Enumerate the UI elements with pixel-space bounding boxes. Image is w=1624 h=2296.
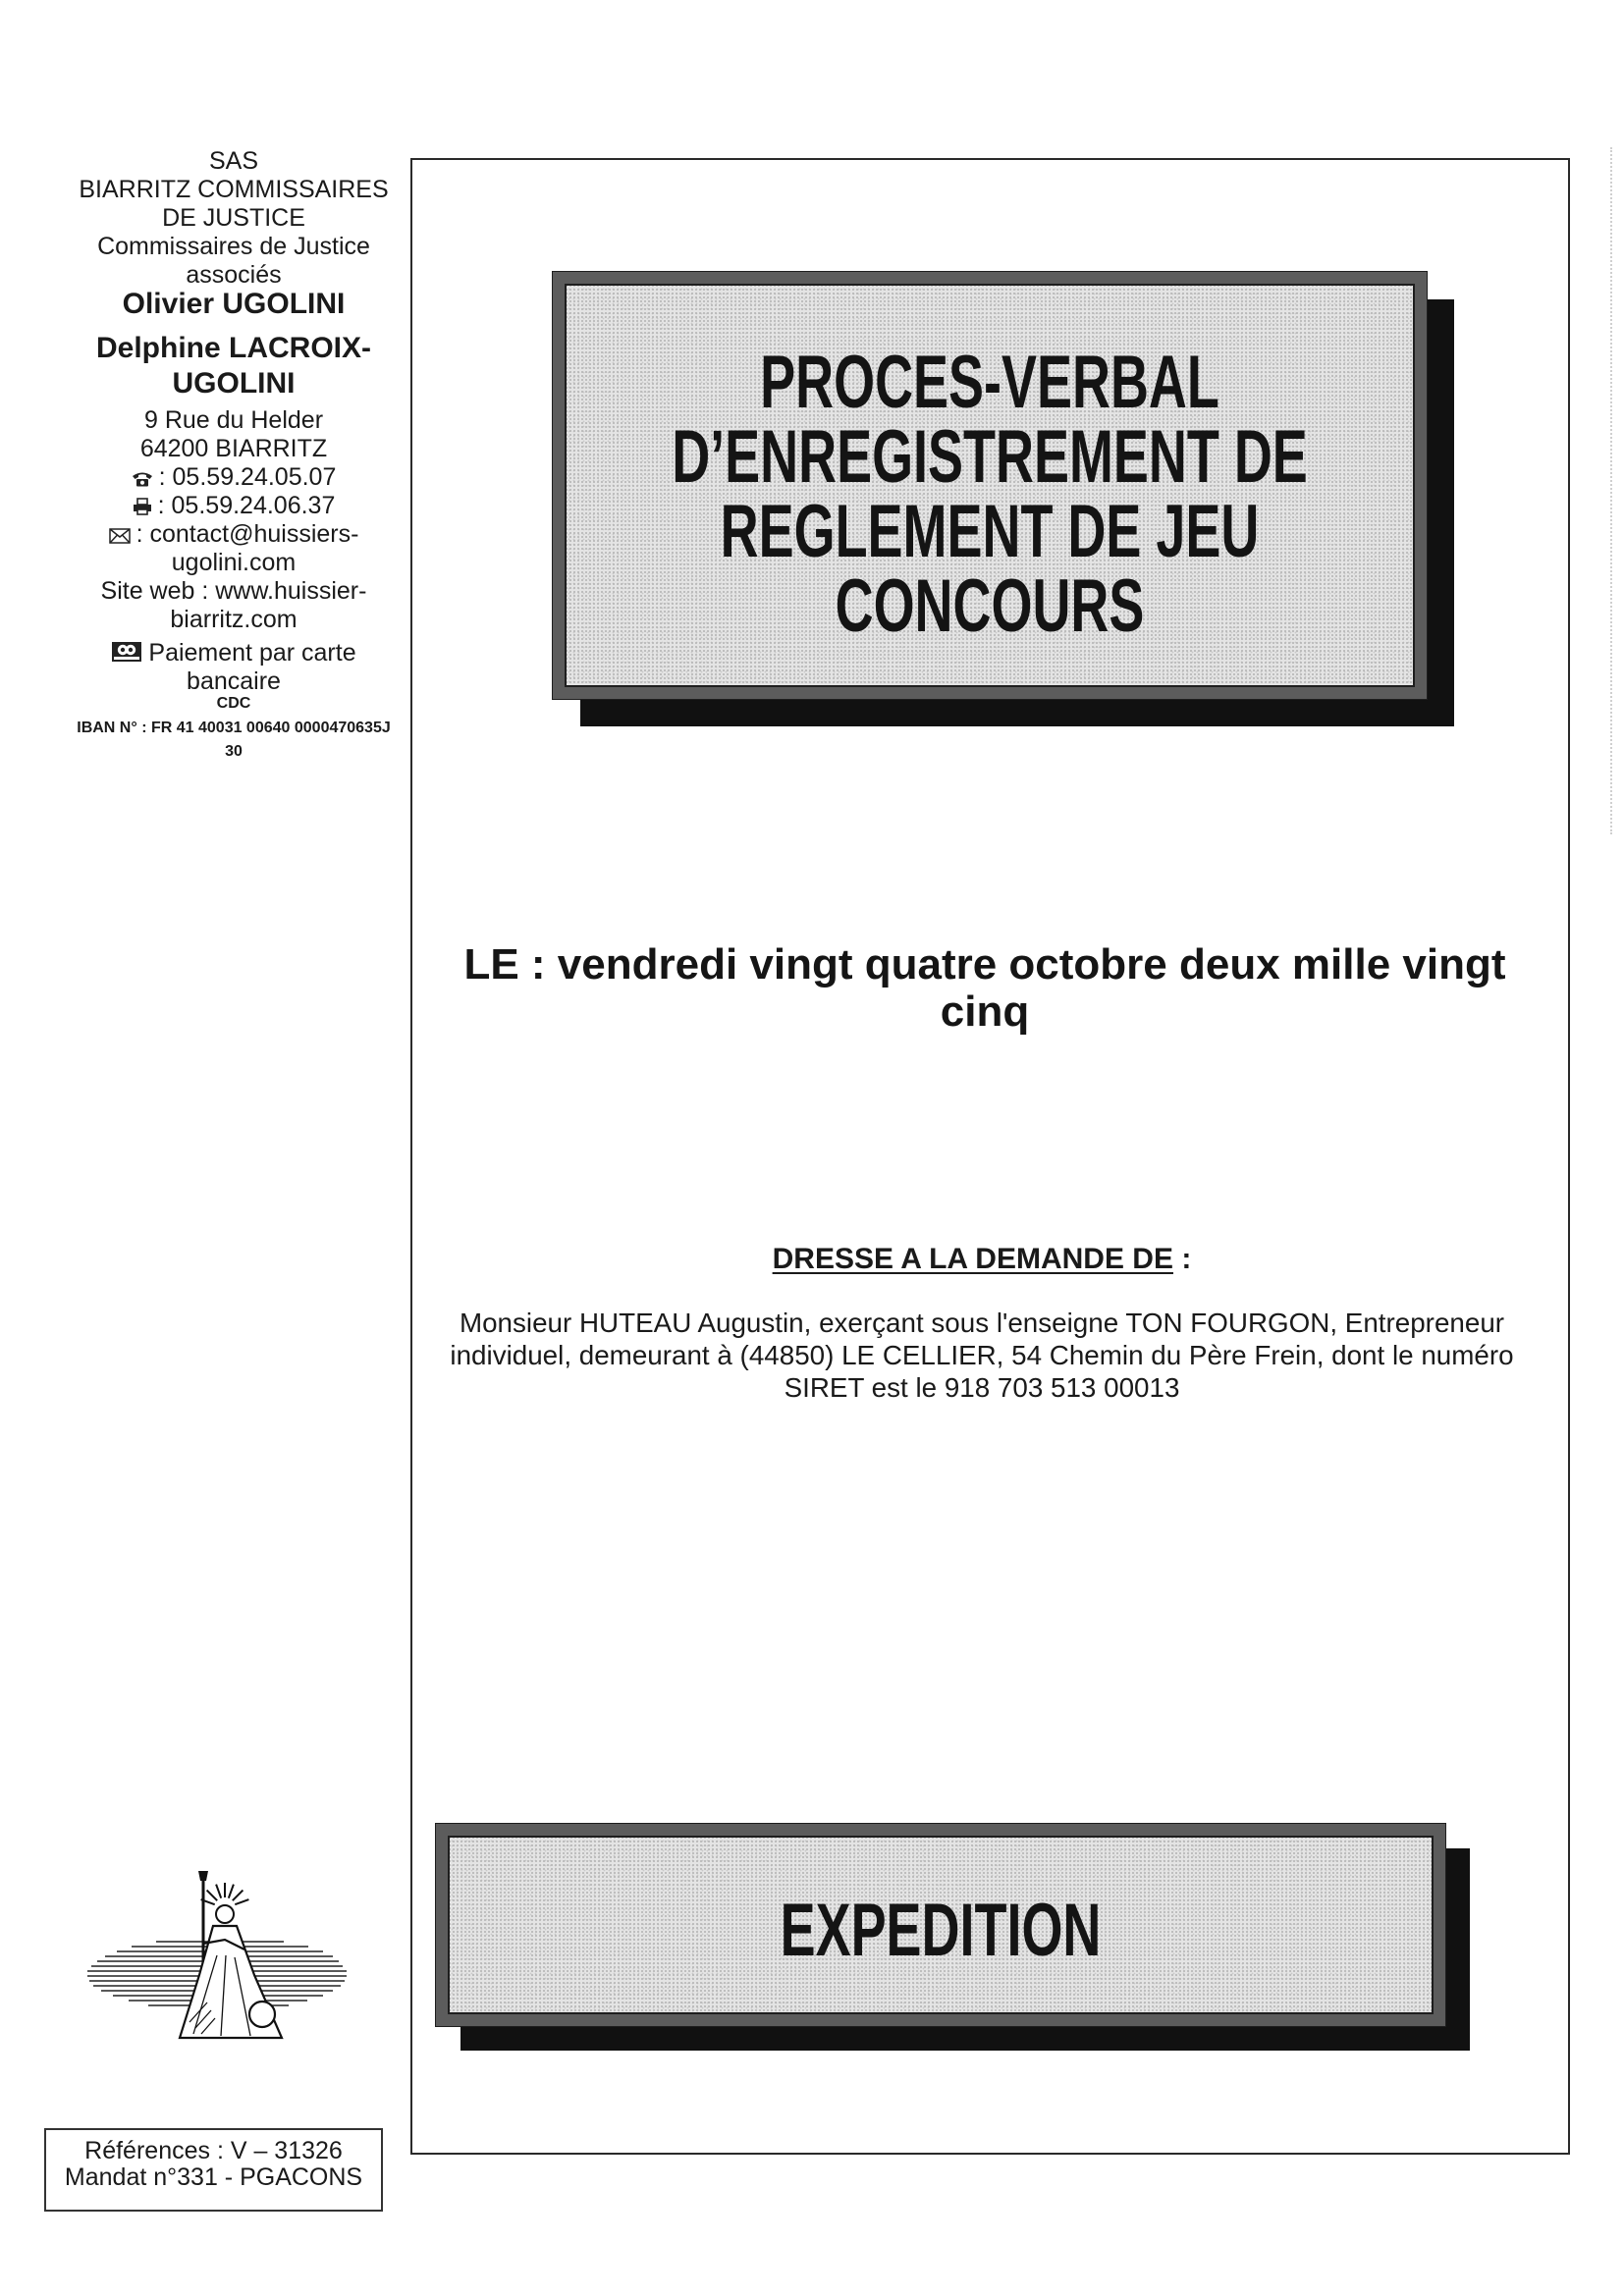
- title-line: REGLEMENT DE JEU: [720, 490, 1260, 573]
- website-line: Site web : www.huissier-: [100, 577, 367, 605]
- bank-card-icon: [111, 641, 142, 663]
- document-date: LE : vendredi vingt quatre octobre deux mille vingt cinq: [463, 940, 1506, 1036]
- website-block: [57, 577, 410, 634]
- bank-line: CDC: [216, 695, 251, 712]
- postal-address: [57, 406, 410, 463]
- email-address-part: : contact@huissiers-: [135, 520, 359, 548]
- email-block: [57, 520, 410, 577]
- fax-icon: [133, 498, 152, 515]
- bank-details: [57, 692, 410, 765]
- website-line: biarritz.com: [170, 606, 298, 633]
- partner-name-line: UGOLINI: [172, 367, 296, 400]
- firm-line: Commissaires de Justice: [97, 233, 370, 260]
- title-line: CONCOURS: [835, 564, 1145, 648]
- firm-line: DE JUSTICE: [162, 204, 305, 232]
- mandate-line: Mandat n°331 - PGACONS: [64, 2163, 363, 2191]
- firm-name-block: [57, 147, 410, 290]
- letterhead: [57, 147, 410, 765]
- expedition-label-wrap: [592, 1889, 1289, 1972]
- references-box: [44, 2128, 383, 2212]
- email-line: [57, 520, 410, 549]
- address-line: 9 Rue du Helder: [143, 406, 324, 434]
- firm-line: BIARRITZ COMMISSAIRES: [79, 176, 389, 203]
- scan-edge-line: [1610, 147, 1612, 834]
- expedition-box: [436, 1824, 1445, 2026]
- email-address-part: ugolini.com: [171, 549, 297, 576]
- title-box: [553, 272, 1427, 699]
- payment-text: Paiement par carte: [148, 639, 356, 667]
- payment-text: bancaire: [187, 667, 281, 695]
- fax-number: : 05.59.24.06.37: [157, 492, 336, 519]
- partner-name-line: Olivier UGOLINI: [122, 288, 346, 320]
- document-title: [641, 341, 1338, 648]
- telephone-icon: [132, 470, 153, 487]
- phone-line: [57, 463, 410, 492]
- iban-line: IBAN N° : FR 41 40031 00640 0000470635J: [77, 719, 391, 736]
- payment-block: [57, 639, 410, 696]
- title-line: D’ENREGISTREMENT DE: [672, 415, 1308, 499]
- iban-line: 30: [225, 743, 243, 760]
- envelope-icon: [109, 528, 131, 544]
- phone-number: : 05.59.24.05.07: [158, 463, 337, 491]
- requester-heading: [428, 1242, 1536, 1277]
- reference-line: Références : V – 31326: [84, 2137, 343, 2164]
- partner-name-line: Delphine LACROIX-: [95, 332, 371, 364]
- requester-heading-label: DRESSE A LA DEMANDE DE: [772, 1243, 1173, 1275]
- title-line: PROCES-VERBAL: [760, 341, 1219, 424]
- fax-line: [57, 492, 410, 520]
- partner-names: [57, 290, 410, 401]
- expedition-label: EXPEDITION: [780, 1889, 1102, 1972]
- marianne-logo: [87, 1865, 347, 2042]
- requester-heading-colon: :: [1181, 1243, 1192, 1275]
- firm-line: SAS: [208, 147, 259, 175]
- firm-line: associés: [186, 261, 282, 289]
- requester-details: Monsieur HUTEAU Augustin, exerçant sous l'enseigne TON FOURGON, Entrepreneur individuel, demeurant à (44850) LE CELLIER, 54 Chemin du Père Frein, dont le numéro SIRET est le 918 703 513 00013: [450, 1308, 1514, 1403]
- address-line: 64200 BIARRITZ: [139, 435, 328, 462]
- payment-line: [57, 639, 410, 667]
